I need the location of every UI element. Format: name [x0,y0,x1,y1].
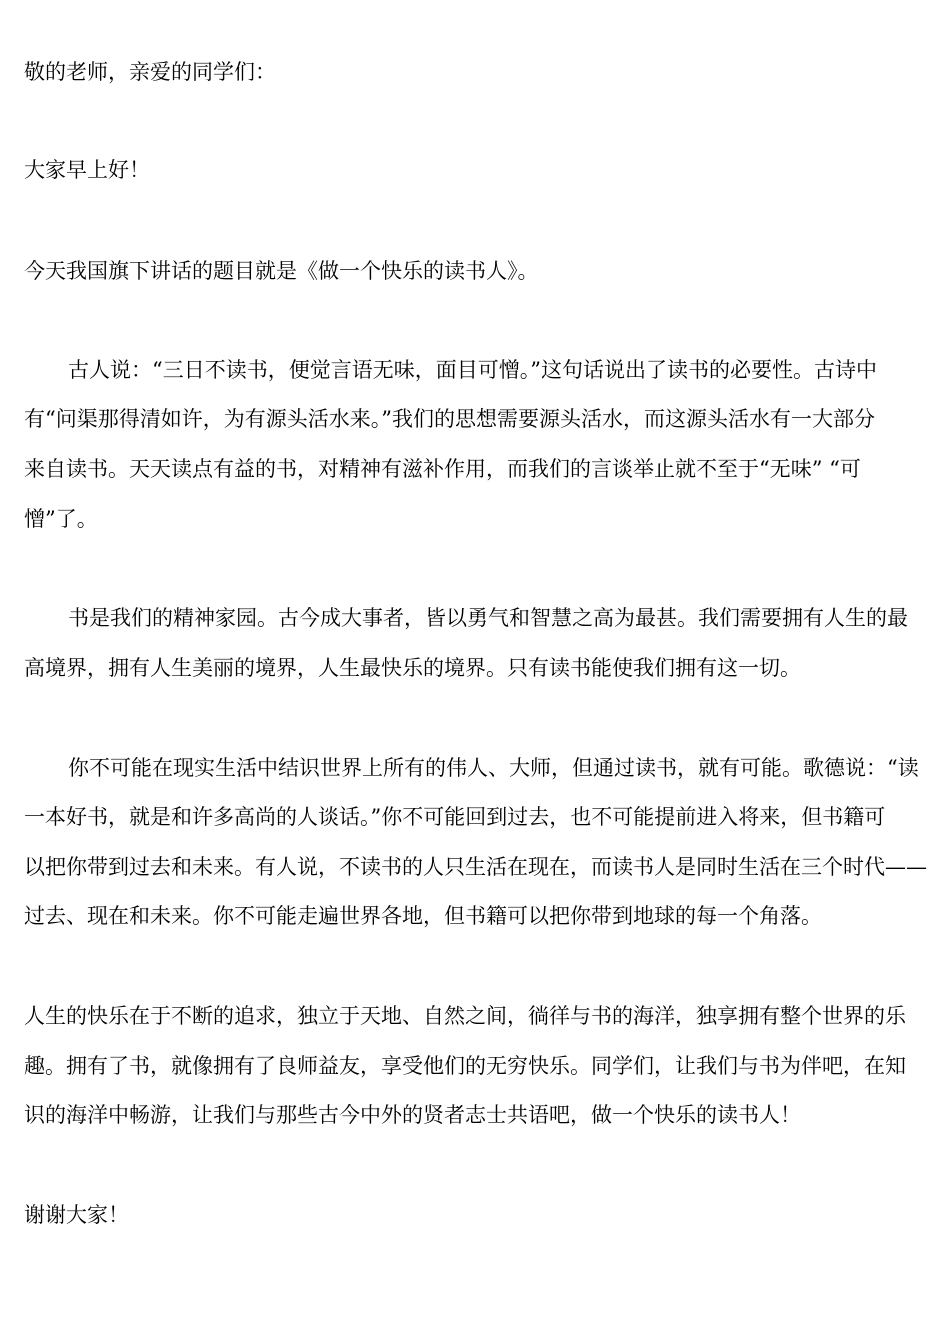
greeting-line: 大家早上好！ [24,158,150,182]
paragraph-3-line-1: 你不可能在现实生活中结识世界上所有的伟人、大师，但通过读书，就有可能。歌德说：“读 [68,756,919,780]
paragraph-3-line-4: 过去、现在和未来。你不可能走遍世界各地，但书籍可以把你带到地球的每一个角落。 [24,904,822,928]
salutation-line: 敬的老师，亲爱的同学们： [24,60,276,84]
paragraph-2-line-2: 高境界，拥有人生美丽的境界，人生最快乐的境界。只有读书能使我们拥有这一切。 [24,656,801,680]
paragraph-3-line-2: 一本好书，就是和许多高尚的人谈话。”你不可能回到过去，也不可能提前进入将来，但书籍可 [24,805,886,829]
paragraph-4-line-1: 人生的快乐在于不断的追求，独立于天地、自然之间，徜徉与书的海洋，独享拥有整个世界的乐 [24,1004,906,1028]
paragraph-1-line-1: 古人说：“三日不读书，便觉言语无味，面目可憎。”这句话说出了读书的必要性。古诗中 [68,358,877,382]
closing-line: 谢谢大家！ [24,1203,129,1227]
paragraph-2-line-1: 书是我们的精神家园。古今成大事者，皆以勇气和智慧之高为最甚。我们需要拥有人生的最 [68,606,908,630]
topic-line: 今天我国旗下讲话的题目就是《做一个快乐的读书人》。 [24,259,539,283]
paragraph-1-line-3: 来自读书。天天读点有益的书，对精神有滋补作用，而我们的言谈举止就不至于“无味” “可 [24,457,861,481]
paragraph-4-line-3: 识的海洋中畅游，让我们与那些古今中外的贤者志士共语吧，做一个快乐的读书人！ [24,1103,801,1127]
paragraph-1-line-4: 憎”了。 [24,507,98,531]
paragraph-3-line-3: 以把你带到过去和未来。有人说，不读书的人只生活在现在，而读书人是同时生活在三个时代—— [24,855,927,879]
paragraph-1-line-2: 有“问渠那得清如许，为有源头活水来。”我们的思想需要源头活水，而这源头活水有一大部分 [24,407,875,431]
paragraph-4-line-2: 趣。拥有了书，就像拥有了良师益友，享受他们的无穷快乐。同学们，让我们与书为伴吧，在知 [24,1054,906,1078]
